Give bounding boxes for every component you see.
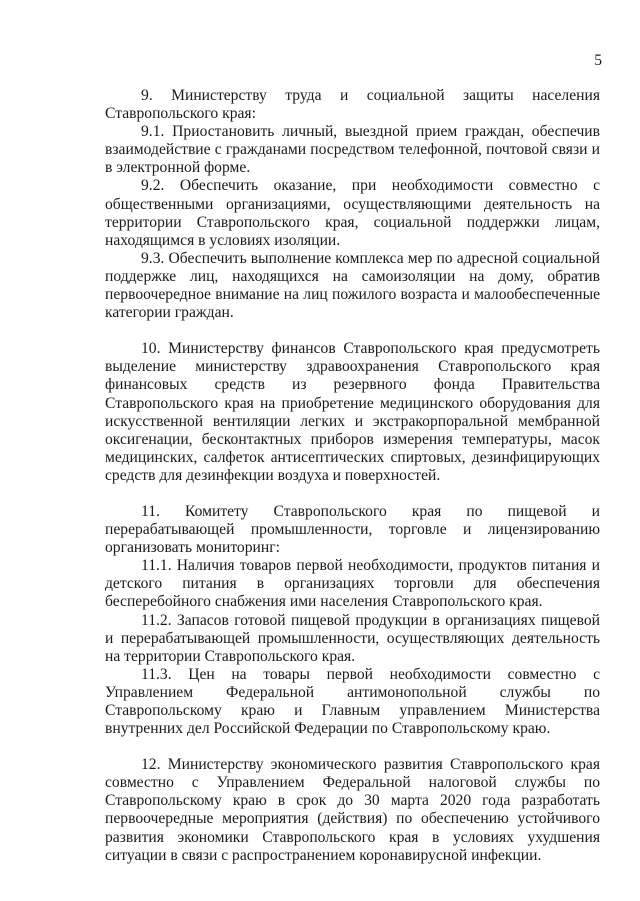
document-body <box>105 87 600 865</box>
section-spacer <box>105 738 600 756</box>
page-number: 5 <box>594 52 602 69</box>
section-11-heading: 11. Комитету Ставропольского края по пищевой и перерабатывающей промышленности, торговле и лицензированию организовать мониторинг: <box>105 502 600 557</box>
section-9-2-paragraph: 9.2. Обеспечить оказание, при необходимости совместно с общественными организациями, осуществляющими деятельность на территории Ставропольского края, социальной поддержки лицам, находящимся в условиях изоляции. <box>105 177 600 249</box>
section-spacer <box>105 485 600 503</box>
section-10-paragraph: 10. Министерству финансов Ставропольского края предусмотреть выделение министерству здравоохранения Ставропольского края финансовых средств из резервного фонда Правительства Ставропольского края на приобретение медицинского оборудования для искусственной вентиляции легких и экстракорпоральной мембранной оксигенации, бесконтактных приборов измерения температуры, масок медицинских, салфеток антисептических спиртовых, дезинфицирующих средств для дезинфекции воздуха и поверхностей. <box>105 340 600 484</box>
section-9-heading: 9. Министерству труда и социальной защиты населения Ставропольского края: <box>105 87 600 123</box>
section-spacer <box>105 322 600 340</box>
section-11-2-paragraph: 11.2. Запасов готовой пищевой продукции в организациях пищевой и перерабатывающей промышленности, осуществляющих деятельность на территории Ставропольского края. <box>105 611 600 665</box>
section-11-3-paragraph: 11.3. Цен на товары первой необходимости совместно с Управлением Федеральной антимонопольной службы по Ставропольскому краю и Главным управлением Министерства внутренних дел Российской Федерации по Ставропольскому краю. <box>105 665 600 738</box>
section-9-3-paragraph: 9.3. Обеспечить выполнение комплекса мер по адресной социальной поддержке лиц, находящихся на самоизоляции на дому, обратив первоочередное внимание на лиц пожилого возраста и малообеспеченные категории граждан. <box>105 249 600 322</box>
section-11-1-paragraph: 11.1. Наличия товаров первой необходимости, продуктов питания и детского питания в организациях торговли для обеспечения бесперебойного снабжения ими населения Ставропольского края. <box>105 557 600 611</box>
section-12-paragraph: 12. Министерству экономического развития Ставропольского края совместно с Управлением Федеральной налоговой службы по Ставропольскому краю в срок до 30 марта 2020 года разработать первоочередные мероприятия (действия) по обеспечению устойчивого развития экономики Ставропольского края в условиях ухудшения ситуации в связи с распространением коронавирусной инфекции. <box>105 756 600 864</box>
section-9-1-paragraph: 9.1. Приостановить личный, выездной прием граждан, обеспечив взаимодействие с гражданами посредством телефонной, почтовой связи и в электронной форме. <box>105 123 600 177</box>
